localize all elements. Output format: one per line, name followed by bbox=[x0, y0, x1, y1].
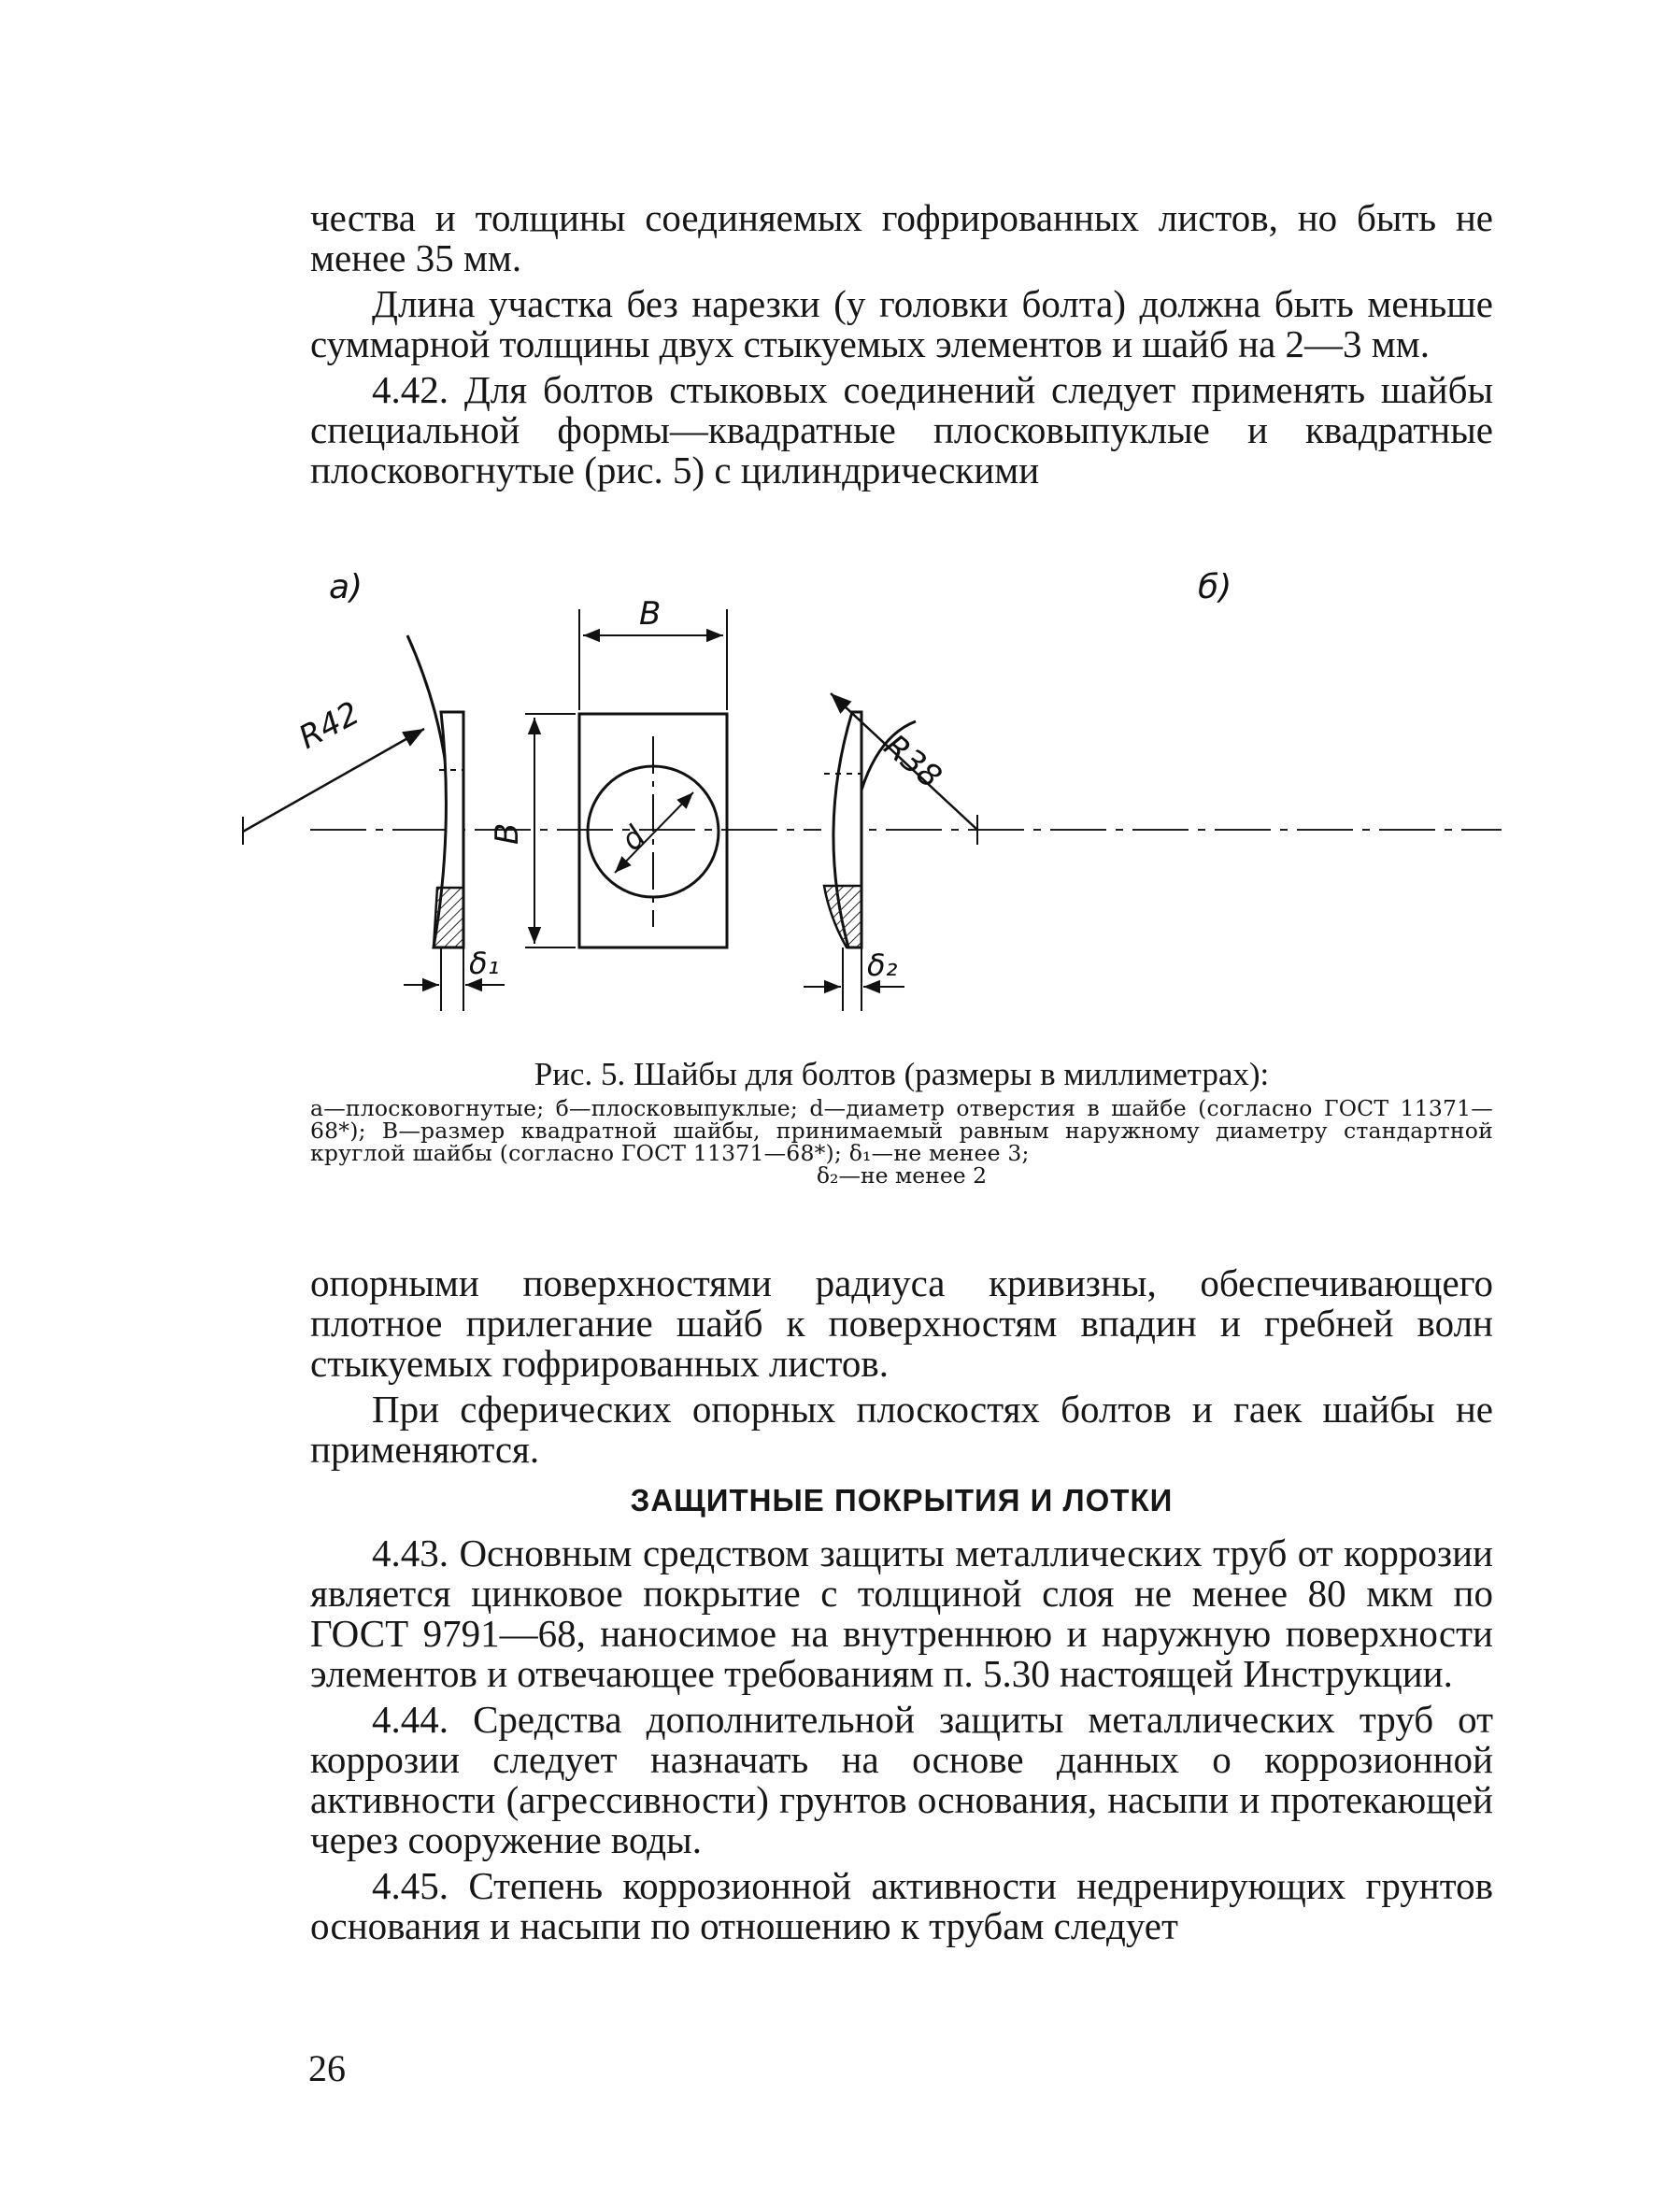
label-b: б) bbox=[1198, 568, 1232, 606]
washer-b-convex bbox=[804, 568, 1232, 1011]
label-a: а) bbox=[329, 568, 363, 606]
washer-a-concave bbox=[243, 568, 505, 1011]
washer-square-front bbox=[489, 595, 727, 947]
dim-B-side-label: В bbox=[489, 822, 526, 845]
section-heading: ЗАЩИТНЫЕ ПОКРЫТИЯ И ЛОТКИ bbox=[630, 1483, 1174, 1517]
radius-label-a: R42 bbox=[292, 694, 366, 757]
bottom-text-block bbox=[310, 1263, 1493, 1946]
dim-B-top-label: В bbox=[639, 595, 662, 633]
paragraph-thread-length: Длина участка без нарезки (у головки болта) должна быть меньше суммарной толщины двух стыкуемых элементов и шайб на 2—3 мм. bbox=[310, 282, 1493, 365]
paragraph-4-42: 4.42. Для болтов стыковых соединений следует применять шайбы специальной формы—квадратные плосковыпуклые и квадратные плосковогнутые (рис. 5) с цилиндрическими bbox=[310, 368, 1493, 491]
radius-label-b: R38 bbox=[876, 727, 949, 796]
page-number: 26 bbox=[308, 2047, 346, 2089]
delta2-label: δ₂ bbox=[867, 947, 898, 983]
figure-5-washers bbox=[292, 568, 1506, 1030]
caption-title: Рис. 5. Шайбы для болтов (размеры в миллиметрах): bbox=[534, 1056, 1270, 1092]
paragraph-4-45: 4.45. Степень коррозионной активности недренирующих грунтов основания и насыпи по отношению к трубам следует bbox=[310, 1864, 1493, 1947]
top-text-block bbox=[310, 198, 1493, 491]
delta1-label: δ₁ bbox=[469, 946, 500, 981]
figure-caption bbox=[310, 1056, 1493, 1187]
paragraph-continuation: чества и толщины соединяемых гофрированных листов, но быть не менее 35 мм. bbox=[310, 196, 1493, 279]
paragraph-spherical: При сферических опорных плоскостях болтов и гаек шайбы не применяются. bbox=[310, 1388, 1493, 1471]
caption-last-line: δ₂—не менее 2 bbox=[816, 1162, 988, 1189]
paragraph-4-44: 4.44. Средства дополнительной защиты металлических труб от коррозии следует назначать на основе данных о коррозионной активности (агрессивности) грунтов основания, насыпи и протекающей через сооружение воды. bbox=[310, 1698, 1493, 1861]
caption-legend: а—плосковогнутые; б—плосковыпуклые; d—диаметр отверстия в шайбе (согласно ГОСТ 11371—68*); В—размер квадратной шайбы, принимаемый равным наружному диаметру стандартной круглой шайбы (согласно ГОСТ 11371—68*); δ₁—не менее 3; bbox=[310, 1095, 1493, 1166]
dim-d-label: d bbox=[613, 819, 653, 858]
paragraph-4-43: 4.43. Основным средством защиты металлических труб от коррозии является цинковое покрытие с толщиной слоя не менее 80 мкм по ГОСТ 9791—68, наносимое на внутреннюю и наружную поверхности элементов и отвечающее требованиям п. 5.30 настоящей Инструкции. bbox=[310, 1531, 1493, 1695]
paragraph-continuation-2: опорными поверхностями радиуса кривизны, обеспечивающего плотное прилегание шайб к поверхностям впадин и гребней волн стыкуемых гофрированных листов. bbox=[310, 1261, 1493, 1385]
